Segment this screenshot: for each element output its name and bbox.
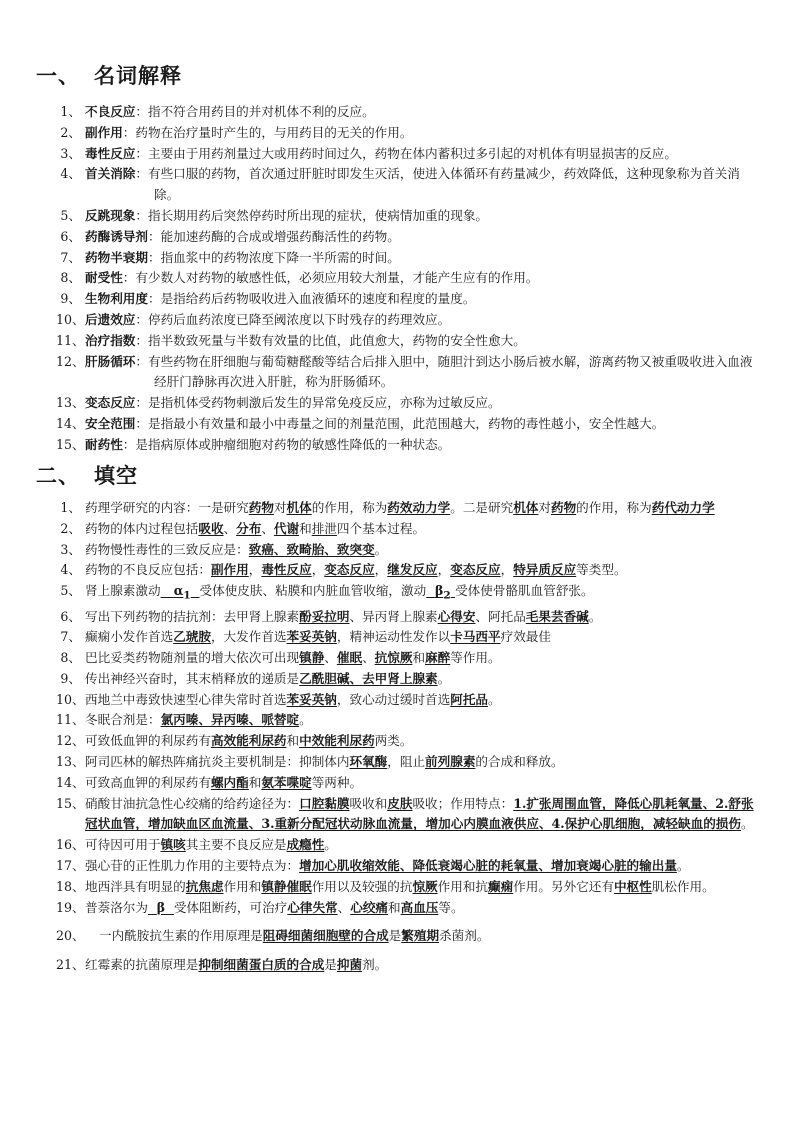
item-number: 9、 xyxy=(60,670,81,686)
item-text xyxy=(85,310,764,331)
item-text: 可待因可用于镇咳其主要不良反应是成瘾性。 xyxy=(85,837,337,853)
list-item xyxy=(56,607,764,628)
answer: 麻醉 xyxy=(425,650,451,666)
answer: 药物 xyxy=(248,500,274,515)
list-item xyxy=(56,102,764,123)
item-text xyxy=(85,227,764,248)
item-text: 药理学研究的内容：一是研究药物对机体的作用，称为药效动力学。二是研究机体对药物的作用，称为药代动力学 xyxy=(85,500,715,515)
item-number: 17、 xyxy=(56,858,85,874)
term: 不良反应 xyxy=(85,104,136,119)
item-text: 癫痫小发作首选乙琥胺，大发作首选苯妥英钠，精神运动性发作以卡马西平疗效最佳 xyxy=(85,629,551,645)
section-heading-fill-in xyxy=(36,460,138,490)
item-text xyxy=(85,144,764,165)
list-item xyxy=(56,289,764,310)
item-text: 可致低血钾的利尿药有高效能利尿药和中效能利尿药两类。 xyxy=(85,733,413,749)
item-text xyxy=(85,248,764,269)
answer: 毒性反应 xyxy=(261,562,312,578)
list-item xyxy=(56,955,764,976)
term: 后遗效应 xyxy=(85,311,136,327)
item-number: 5、 xyxy=(60,207,81,223)
item-number: 1、 xyxy=(60,104,81,119)
definition: ：是指病原体或肿瘤细胞对药物的敏感性降低的一种状态。 xyxy=(122,436,451,452)
item-number: 15、 xyxy=(56,436,85,452)
section-heading-definitions xyxy=(36,60,182,90)
list-item xyxy=(56,144,764,165)
definition: ：是指最小有效量和最小中毒量之间的剂量范围，此范围越大，药物的毒性越小，安全性越大。 xyxy=(135,415,665,431)
answer: 抑菌 xyxy=(336,957,363,973)
answer: 氯丙嗪、异丙嗪、哌替啶 xyxy=(160,712,300,728)
answer: 代谢 xyxy=(273,520,300,536)
item-number: 14、 xyxy=(56,774,85,790)
definition: ：是指机体受药物刺激后发生的异常免疫反应，亦称为过敏反应。 xyxy=(135,395,501,411)
item-number: 10、 xyxy=(56,311,85,327)
answer: 变态反应 xyxy=(324,562,375,578)
list-item xyxy=(56,540,764,561)
answer: 吸收 xyxy=(198,520,224,536)
answer: 高血压 xyxy=(400,899,439,915)
answer: $\beta_2$ xyxy=(434,583,451,602)
answer: 螺内酯 xyxy=(210,774,249,790)
answer: 乙酰胆碱、去甲肾上腺素 xyxy=(299,670,438,686)
list-item xyxy=(56,627,764,648)
list-item xyxy=(56,435,764,456)
answer: 1.扩张周围血管，降低心肌耗氧量、2.舒张冠状血管，增加缺血区血流量、3.重新分配冠状动脉血流量，增加心内膜血液供应、4.保护心肌细胞，减轻缺血的损伤 xyxy=(85,795,754,832)
item-text xyxy=(85,102,764,123)
definition: ：是指给药后药物吸收进入血液循环的速度和程度的量度。 xyxy=(147,291,476,307)
answer: 镇咳 xyxy=(160,837,186,853)
answer: 心绞痛 xyxy=(350,899,388,915)
list-item xyxy=(56,414,764,435)
item-number: 2、 xyxy=(60,124,81,140)
answer: 环氧酶 xyxy=(349,754,388,770)
item-number: 8、 xyxy=(60,650,81,666)
item-number: 14、 xyxy=(56,415,85,431)
item-number: 12、 xyxy=(56,733,85,749)
section-number: 一、 xyxy=(36,64,80,88)
item-text: 地西泮具有明显的抗焦虑作用和镇静催眠作用以及较强的抗惊厥作用和抗癫痫作用。另外它还有中枢性肌松作用。 xyxy=(85,878,715,894)
definition: ：有些口服的药物，首次通过肝脏时即发生灭活，使进入体循环有药量减少，药效降低，这种现象称为首关消除。 xyxy=(135,166,740,203)
section-title: 名词解释 xyxy=(94,64,182,88)
answer: 抗焦虑 xyxy=(185,878,224,894)
item-number: 6、 xyxy=(60,228,81,244)
answer: 皮肤 xyxy=(387,795,413,811)
item-number: 7、 xyxy=(60,249,81,265)
answer: 口腔黏膜 xyxy=(299,795,350,811)
list-item xyxy=(56,835,764,856)
answer: 增加心肌收缩效能、降低衰竭心脏的耗氧量、增加衰竭心脏的输出量 xyxy=(299,858,677,874)
item-text xyxy=(85,289,764,310)
list-item xyxy=(56,877,764,898)
item-text xyxy=(85,123,764,144)
definition: ：停药后血药浓度已降至阈浓度以下时残存的药理效应。 xyxy=(135,311,451,327)
term: 肝肠循环 xyxy=(85,353,136,369)
item-text: 巴比妥类药物随剂量的增大依次可出现镇静、催眠、抗惊厥和麻醉等作用。 xyxy=(85,650,501,666)
definition: ：指半数致死量与半数有效量的比值，此值愈大，药物的安全性愈大。 xyxy=(135,332,526,348)
answer: 成瘾性 xyxy=(286,837,325,853)
item-text xyxy=(85,268,764,289)
answer: 繁殖期 xyxy=(401,928,440,944)
definition: ：指长期用药后突然停药时所出现的症状，使病情加重的现象。 xyxy=(135,207,488,223)
item-text: 硝酸甘油抗急性心绞痛的给药途径为：口腔黏膜吸收和皮肤吸收；作用特点：1.扩张周围血管，降低心肌耗氧量、2.舒张冠状血管，增加缺血区血流量、3.重新分配冠状动脉血流量，增加心内膜血液供应、4.保护心肌细胞，减轻缺血的损伤。 xyxy=(85,795,754,832)
item-text xyxy=(85,164,764,206)
item-text: 西地兰中毒致快速型心律失常时首选苯妥英钠，致心动过缓时首选阿托品。 xyxy=(85,691,501,707)
definition: ：指血浆中的药物浓度下降一半所需的时间。 xyxy=(147,249,400,265)
answer: 特异质反应 xyxy=(513,562,577,578)
item-number: 13、 xyxy=(56,754,85,770)
item-number: 5、 xyxy=(60,583,81,599)
item-number: 13、 xyxy=(56,395,85,411)
item-number: 8、 xyxy=(60,270,81,286)
answer: 心得安 xyxy=(437,608,476,624)
term: 药酶诱导剂 xyxy=(85,228,148,244)
answer: 副作用 xyxy=(210,562,249,578)
item-number: 3、 xyxy=(60,145,81,161)
list-item xyxy=(56,581,764,606)
list-item xyxy=(56,498,764,519)
term: 安全范围 xyxy=(85,415,136,431)
item-number: 16、 xyxy=(56,837,85,853)
item-text: 肾上腺素激动 $\alpha_1$ 受体使皮肤、粘膜和内脏血管收缩，激动 $\beta_2$ 受体使骨骼肌血管舒张。 xyxy=(85,583,594,602)
term: 毒性反应 xyxy=(85,145,136,161)
list-item xyxy=(56,926,764,947)
definition: ：指不符合用药目的并对机体不利的反应。 xyxy=(135,104,375,119)
item-text: 药物慢性毒性的三致反应是：致癌、致畸胎、致突变。 xyxy=(85,541,388,557)
answer: 中效能利尿药 xyxy=(299,733,375,749)
term: 首关消除 xyxy=(85,166,136,182)
item-number: 20、 xyxy=(56,928,85,944)
item-text: 普萘洛尔为 β 受体阻断药，可治疗心律失常、心绞痛和高血压等。 xyxy=(85,899,464,915)
item-number: 3、 xyxy=(60,541,81,557)
answer: 机体 xyxy=(513,500,539,515)
answer: 镇静催眠 xyxy=(261,878,312,894)
answer: 毛果芸香碱 xyxy=(525,608,589,624)
item-text: 强心苷的正性肌力作用的主要特点为：增加心肌收缩效能、降低衰竭心脏的耗氧量、增加衰竭心脏的输出量。 xyxy=(85,858,690,874)
list-item xyxy=(56,560,764,581)
item-number: 21、 xyxy=(56,957,85,973)
answer: 抑制细菌蛋白质的合成 xyxy=(198,957,325,973)
item-text xyxy=(85,331,764,352)
item-number: 11、 xyxy=(56,712,85,728)
answer: 致癌、致畸胎、致突变 xyxy=(248,541,375,557)
item-number: 4、 xyxy=(60,562,81,578)
answer: 镇静 xyxy=(299,650,325,666)
section-number: 二、 xyxy=(36,464,80,488)
answer: 中枢性 xyxy=(613,878,652,894)
answer: 抗惊厥 xyxy=(374,650,413,666)
item-number: 6、 xyxy=(60,608,81,624)
definition: ：有少数人对药物的敏感性低，必须应用较大剂量，才能产生应有的作用。 xyxy=(122,270,539,286)
item-text xyxy=(85,414,764,435)
answer: 苯妥英钠 xyxy=(286,691,337,707)
answer: β xyxy=(156,899,166,915)
answer: 氨苯喋啶 xyxy=(261,774,312,790)
answer: 继发反应 xyxy=(387,562,438,578)
item-number: 9、 xyxy=(60,291,81,307)
item-text xyxy=(85,352,764,394)
item-number: 2、 xyxy=(60,520,81,536)
definition: ：有些药物在肝细胞与葡萄糖醛酸等结合后排入胆中，随胆汁到达小肠后被水解，游离药物又被重吸收进入血液经肝门静脉再次进入肝脏，称为肝肠循环。 xyxy=(135,353,753,390)
list-item xyxy=(56,648,764,669)
answer: 催眠 xyxy=(336,650,363,666)
answer: 阻碍细菌细胞壁的合成 xyxy=(262,928,389,944)
item-text: 药物的体内过程包括吸收、分布、代谢和排泄四个基本过程。 xyxy=(85,520,426,536)
answer: 阿托品 xyxy=(450,691,488,707)
list-item xyxy=(56,310,764,331)
list-item xyxy=(56,352,764,394)
item-text xyxy=(85,435,764,456)
list-item xyxy=(56,752,764,773)
answer: 机体 xyxy=(286,500,312,515)
list-item xyxy=(56,690,764,711)
item-number: 19、 xyxy=(56,899,85,915)
fill-in-list xyxy=(56,498,764,976)
answer: 排泄 xyxy=(311,520,337,536)
list-item xyxy=(56,123,764,144)
list-item xyxy=(56,731,764,752)
answer: 变态反应 xyxy=(450,562,501,578)
term: 副作用 xyxy=(85,124,123,140)
item-number: 11、 xyxy=(56,332,85,348)
item-text: 冬眠合剂是：氯丙嗪、异丙嗪、哌替啶。 xyxy=(85,712,312,728)
list-item xyxy=(56,206,764,227)
item-text: 传出神经兴奋时，其末梢释放的递质是乙酰胆碱、去甲肾上腺素。 xyxy=(85,670,451,686)
definition: ：能加速药酶的合成或增强药酶活性的药物。 xyxy=(147,228,400,244)
term: 耐药性 xyxy=(85,436,123,452)
answer: 药效动力学 xyxy=(387,500,451,515)
item-text xyxy=(85,393,764,414)
term: 药物半衰期 xyxy=(85,249,148,265)
answer: 酚妥拉明 xyxy=(299,608,350,624)
answer: 癫痫 xyxy=(488,878,514,894)
item-text: 一内酰胺抗生素的作用原理是阻碍细菌细胞壁的合成是繁殖期杀菌剂。 xyxy=(99,928,490,944)
term: 反跳现象 xyxy=(85,207,136,223)
list-item xyxy=(56,519,764,540)
answer: 乙琥胺 xyxy=(173,629,211,645)
item-text: 阿司匹林的解热阵痛抗炎主要机制是：抑制体内环氧酶，阻止前列腺素的合成和释放。 xyxy=(85,754,564,770)
answer: 药代动力学 xyxy=(651,500,715,515)
term: 治疗指数 xyxy=(85,332,136,348)
definition: ：主要由于用药剂量过大或用药时间过久，药物在体内蓄积过多引起的对机体有明显损害的反应。 xyxy=(135,145,677,161)
definition: ：药物在治疗量时产生的，与用药目的无关的作用。 xyxy=(122,124,413,140)
answer: 前列腺素 xyxy=(425,754,476,770)
answer: 苯妥英钠 xyxy=(286,629,337,645)
section-title: 填空 xyxy=(94,464,138,488)
term: 生物利用度 xyxy=(85,291,148,307)
definitions-list xyxy=(56,102,764,456)
item-number: 4、 xyxy=(60,166,81,182)
item-text xyxy=(85,206,764,227)
item-text: 可致高血钾的利尿药有螺内酯和氨苯喋啶等两种。 xyxy=(85,774,363,790)
list-item xyxy=(56,898,764,919)
answer: 卡马西平 xyxy=(450,629,501,645)
list-item xyxy=(56,710,764,731)
answer: 高效能利尿药 xyxy=(210,733,287,749)
item-number: 7、 xyxy=(60,629,81,645)
item-text: 写出下列药物的拮抗剂：去甲肾上腺素酚妥拉明、异丙肾上腺素心得安、阿托品毛果芸香碱。 xyxy=(85,608,602,624)
list-item xyxy=(56,248,764,269)
list-item xyxy=(56,164,764,206)
list-item xyxy=(56,268,764,289)
answer: 惊厥 xyxy=(412,878,438,894)
list-item xyxy=(56,856,764,877)
answer: 心律失常 xyxy=(287,899,338,915)
item-number: 18、 xyxy=(56,878,85,894)
list-item xyxy=(56,227,764,248)
item-number: 1、 xyxy=(60,500,81,515)
list-item xyxy=(56,669,764,690)
answer: 药物 xyxy=(550,500,577,515)
list-item xyxy=(56,331,764,352)
answer: 分布 xyxy=(236,520,262,536)
term: 耐受性 xyxy=(85,270,123,286)
item-number: 15、 xyxy=(56,795,85,811)
answer: $\alpha_1$ xyxy=(173,583,191,602)
list-item xyxy=(56,794,764,836)
list-item xyxy=(56,773,764,794)
item-number: 10、 xyxy=(56,691,85,707)
item-text: 药物的不良反应包括：副作用，毒性反应，变态反应，继发反应，变态反应，特异质反应等类型。 xyxy=(85,562,627,578)
term: 变态反应 xyxy=(85,395,136,411)
item-number: 12、 xyxy=(56,353,85,369)
list-item xyxy=(56,393,764,414)
item-text: 红霉素的抗菌原理是抑制细菌蛋白质的合成是抑菌剂。 xyxy=(85,957,388,973)
